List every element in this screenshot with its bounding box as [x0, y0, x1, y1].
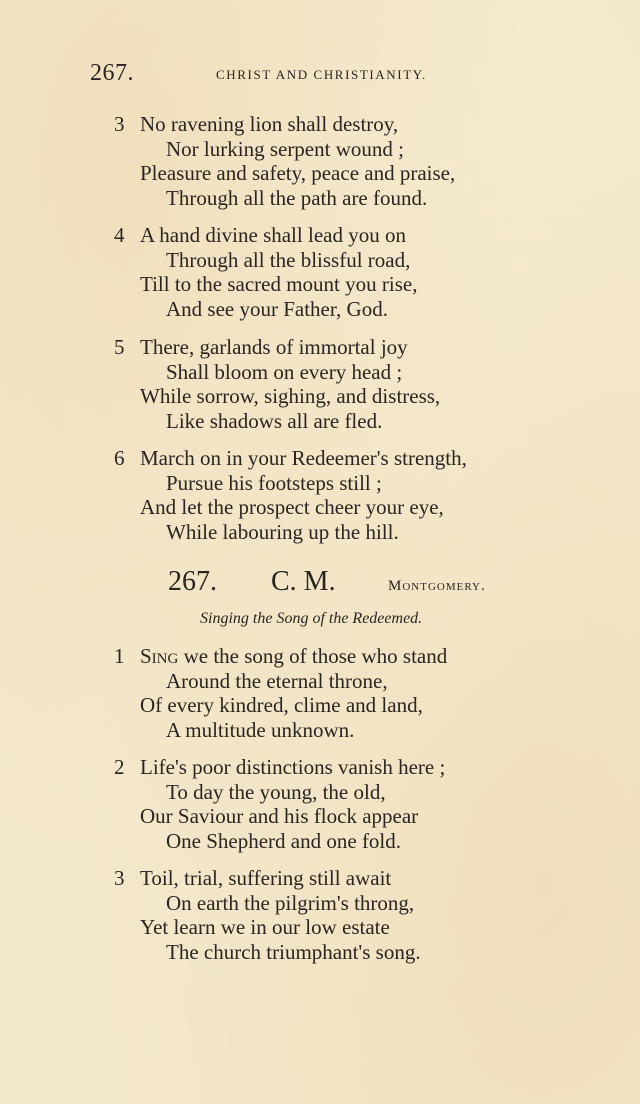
running-title: CHRIST AND CHRISTIANITY.: [216, 67, 427, 82]
stanza-line: [114, 866, 544, 891]
stanza-line: To day the young, the old,: [166, 779, 386, 804]
first-line-rest: we the song of those who stand: [178, 644, 448, 668]
stanza-line: [114, 446, 544, 471]
stanza-line-text: There, garlands of immortal joy: [140, 335, 408, 359]
hymn-meter: C. M.: [271, 566, 336, 597]
stanza-line: Pleasure and safety, peace and praise,: [140, 161, 456, 186]
stanza-number: 3: [114, 112, 125, 136]
page-number: 267.: [90, 60, 134, 86]
stanza-line: Through all the path are found.: [166, 186, 428, 211]
stanza-line-text: No ravening lion shall destroy,: [140, 112, 399, 136]
stanza-line: And let the prospect cheer your eye,: [140, 495, 444, 520]
stanza-number: 1: [114, 644, 125, 668]
stanza-line: And see your Father, God.: [166, 297, 388, 322]
hymn-stanza-1: [114, 644, 544, 743]
hymn-author: Montgomery.: [388, 578, 486, 594]
stanza-line: [114, 112, 544, 137]
stanza-line: Of every kindred, clime and land,: [140, 693, 423, 718]
stanza-line: On earth the pilgrim's throng,: [166, 890, 415, 915]
hymn-stanza-3: [114, 866, 544, 965]
stanza-line-text: A hand divine shall lead you on: [140, 223, 406, 247]
stanza-line: Yet learn we in our low estate: [140, 915, 390, 940]
stanza-line: One Shepherd and one fold.: [166, 829, 402, 854]
stanza-line: While labouring up the hill.: [166, 520, 399, 545]
stanza-line-text: Life's poor distinctions vanish here ;: [140, 755, 446, 779]
stanza-line: [114, 223, 544, 248]
stanza-number: 2: [114, 755, 125, 779]
stanza-line-text: Toil, trial, suffering still await: [140, 866, 392, 890]
page-header: [90, 60, 480, 90]
stanza-line: While sorrow, sighing, and distress,: [140, 384, 441, 409]
stanza-line: [114, 644, 544, 669]
stanza-line: [114, 335, 544, 360]
stanza-line: Pursue his footsteps still ;: [166, 470, 382, 495]
stanza-line-text: March on in your Redeemer's strength,: [140, 446, 467, 470]
stanza-line: Through all the blissful road,: [166, 247, 411, 272]
stanza-line: Like shadows all are fled.: [166, 409, 383, 434]
stanza-line: Till to the sacred mount you rise,: [140, 272, 418, 297]
stanza-line-text: [114, 644, 447, 668]
stanza-5-prev: [114, 335, 544, 434]
stanza-line: A multitude unknown.: [166, 718, 355, 743]
stanza-line: Shall bloom on every head ;: [166, 359, 403, 384]
stanza-number: 4: [114, 223, 125, 247]
stanza-line: Our Saviour and his flock appear: [140, 804, 419, 829]
stanza-line: The church triumphant's song.: [166, 940, 421, 965]
hymn-heading: [168, 566, 528, 606]
hymn-number: 267.: [168, 566, 217, 597]
stanza-number: 6: [114, 446, 125, 470]
hymn-stanza-2: [114, 755, 544, 854]
stanza-line: [114, 755, 544, 780]
stanza-line: Around the eternal throne,: [166, 668, 388, 693]
stanza-6-prev: [114, 446, 544, 545]
stanza-number: 5: [114, 335, 125, 359]
stanza-3-prev: [114, 112, 544, 211]
stanza-number: 3: [114, 866, 125, 890]
drop-word: Sing: [140, 644, 179, 668]
stanza-line: Nor lurking serpent wound ;: [166, 136, 404, 161]
stanza-4-prev: [114, 223, 544, 322]
hymn-subtitle: Singing the Song of the Redeemed.: [200, 610, 423, 627]
